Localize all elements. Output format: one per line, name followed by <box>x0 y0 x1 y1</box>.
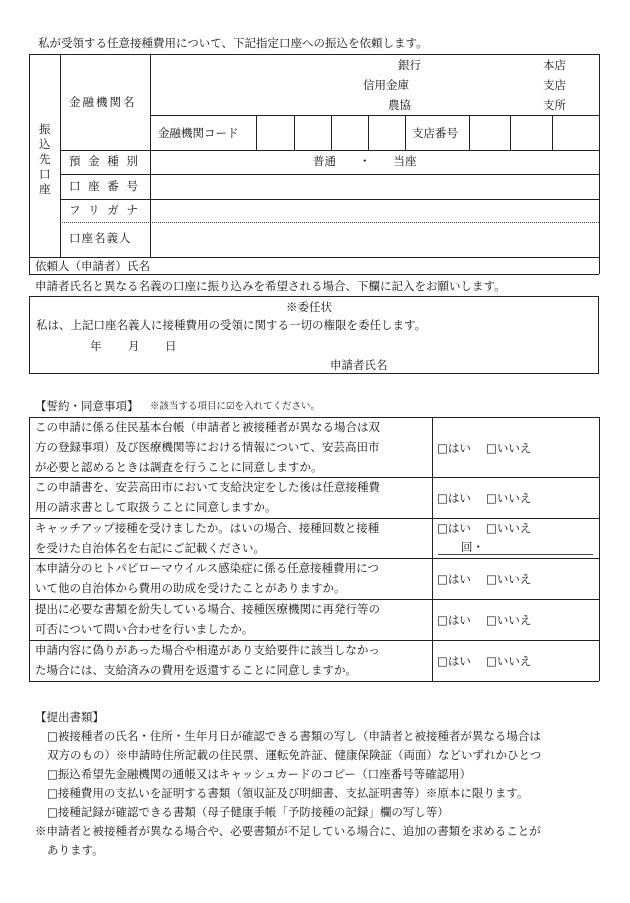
pledge-item-1-line: この申請に係る住民基本台帳（申請者と被接種者が異なる場合は双 <box>35 420 380 434</box>
proxy-signature-label: 申請者氏名 <box>330 358 388 372</box>
institution-label: 金融機関名 <box>69 95 137 109</box>
documents-note-line: あります。 <box>47 843 104 857</box>
proxy-day-label: 日 <box>165 339 177 353</box>
account-holder-input[interactable] <box>151 223 599 257</box>
document-item[interactable]: □接種費用の支払いを証明する書類（領収証及び明細書、支払証明書等）※原本に限ります。 <box>47 786 529 800</box>
pledge-6-no-checkbox[interactable]: □いいえ <box>486 654 532 668</box>
pledge-3-yes-checkbox[interactable]: □はい <box>437 521 471 535</box>
pledge-3-no-checkbox[interactable]: □いいえ <box>486 521 532 535</box>
bank-code-input[interactable] <box>257 116 405 150</box>
deposit-type-options[interactable]: 普通 ・ 当座 <box>313 154 417 168</box>
proxy-note: 申請者氏名と異なる名義の口座に振り込みを希望される場合、下欄に記入をお願いします。 <box>35 279 506 293</box>
bank-code-label: 金融機関コード <box>158 126 239 140</box>
account-number-input[interactable] <box>151 175 599 199</box>
pledge-item-5-line: 提出に必要な書類を紛失している場合、接種医療機関に再発行等の <box>35 602 380 616</box>
side-label-char: 込 <box>39 137 51 151</box>
pledge-4-no-checkbox[interactable]: □いいえ <box>486 572 532 586</box>
pledge-1-yes-checkbox[interactable]: □はい <box>437 441 471 455</box>
pledge-heading-note: ※該当する項目に☑を入れてください。 <box>150 401 321 412</box>
branch-number-input[interactable] <box>470 116 599 150</box>
branch-type-sub: 支所 <box>543 98 566 112</box>
document-item[interactable]: □接種記録が確認できる書類（母子健康手帳「予防接種の記録」欄の写し等） <box>47 805 449 819</box>
account-number-label: 口 座 番 号 <box>69 179 140 193</box>
side-label-char: 座 <box>39 182 51 196</box>
branch-number-label: 支店番号 <box>412 126 458 140</box>
pledge-item-1-line: 方の登録事項）及び医療機関等における情報について、安芸高田市 <box>35 440 380 454</box>
pledge-item-5-line: 可否について問い合わせを行いましたか。 <box>35 622 254 636</box>
pledge-2-yes-checkbox[interactable]: □はい <box>437 491 471 505</box>
pledge-1-no-checkbox[interactable]: □いいえ <box>486 441 532 455</box>
proxy-year-label: 年 <box>90 339 102 353</box>
pledge-5-no-checkbox[interactable]: □いいえ <box>486 613 532 627</box>
branch-type-head: 本店 <box>543 58 566 72</box>
documents-heading: 【提出書類】 <box>35 710 104 724</box>
pledge-item-2-line: 用の請求書として取扱うことに同意しますか。 <box>35 500 277 514</box>
pledge-item-6-line: 申請内容に偽りがあった場合や相違があり支給要件に該当しなかっ <box>35 643 380 657</box>
pledge-heading: 【誓約・同意事項】 <box>35 399 139 413</box>
pledge-item-3-line: を受けた自治体名を右記にご記載ください。 <box>35 541 265 555</box>
bank-type-shinkin: 信用金庫 <box>363 78 409 92</box>
requester-label: 依頼人（申請者）氏名 <box>35 259 150 273</box>
side-label-char: 振 <box>39 122 51 136</box>
furigana-label: フ リ ガ ナ <box>69 203 140 217</box>
vaccination-count-line[interactable]: 回・ <box>461 540 484 554</box>
pledge-item-6-line: た場合には、支給済みの費用を返還することに同意しますか。 <box>35 663 357 677</box>
documents-note-line: ※申請者と被接種者が異なる場合や、必要書類が不足している場合に、追加の書類を求めることが <box>35 824 541 838</box>
proxy-body: 私は、上記口座名義人に接種費用の受領に関する一切の権限を委任します。 <box>36 318 427 332</box>
bank-type-nokyo: 農協 <box>388 98 411 112</box>
account-holder-label: 口座名義人 <box>69 231 132 245</box>
pledge-item-4-line: いて他の自治体から費用の助成を受けたことがありますか。 <box>35 581 346 595</box>
pledge-item-2-line: この申請書を、安芸高田市において支給決定をした後は任意接種費 <box>35 480 380 494</box>
pledge-item-1-line: が必要と認めるときは調査を行うことに同意しますか。 <box>35 460 323 474</box>
branch-type-branch: 支店 <box>543 78 566 92</box>
deposit-type-label: 預 金 種 別 <box>69 154 140 168</box>
pledge-item-4-line: 本申請分のヒトパピローマウイルス感染症に係る任意接種費用につ <box>35 561 379 575</box>
document-item-continued: 双方のもの）※申請時住所記載の住民票、運転免許証、健康保険証（両面）などいずれかひとつ <box>47 748 542 762</box>
proxy-signature-input[interactable] <box>395 355 595 371</box>
pledge-2-no-checkbox[interactable]: □いいえ <box>486 491 532 505</box>
proxy-month-label: 月 <box>128 339 140 353</box>
bank-type-bank: 銀行 <box>398 58 421 72</box>
furigana-input[interactable] <box>151 200 599 222</box>
proxy-title: ※委任状 <box>286 300 332 314</box>
requester-name-input[interactable] <box>170 258 599 274</box>
pledge-4-yes-checkbox[interactable]: □はい <box>437 572 471 586</box>
side-label-char: 口 <box>39 167 51 181</box>
intro-text: 私が受領する任意接種費用について、下記指定口座への振込を依頼します。 <box>38 36 428 50</box>
document-item[interactable]: □振込希望先金融機関の通帳又はキャッシュカードのコピー（口座番号等確認用） <box>47 767 472 781</box>
pledge-item-3-line: キャッチアップ接種を受けましたか。はいの場合、接種回数と接種 <box>35 521 380 535</box>
document-item[interactable]: □被接種者の氏名・住所・生年月日が確認できる書類の写し（申請者と被接種者が異なる場合は <box>47 729 541 743</box>
pledge-5-yes-checkbox[interactable]: □はい <box>437 613 471 627</box>
side-label-char: 先 <box>39 152 51 166</box>
pledge-6-yes-checkbox[interactable]: □はい <box>437 654 471 668</box>
